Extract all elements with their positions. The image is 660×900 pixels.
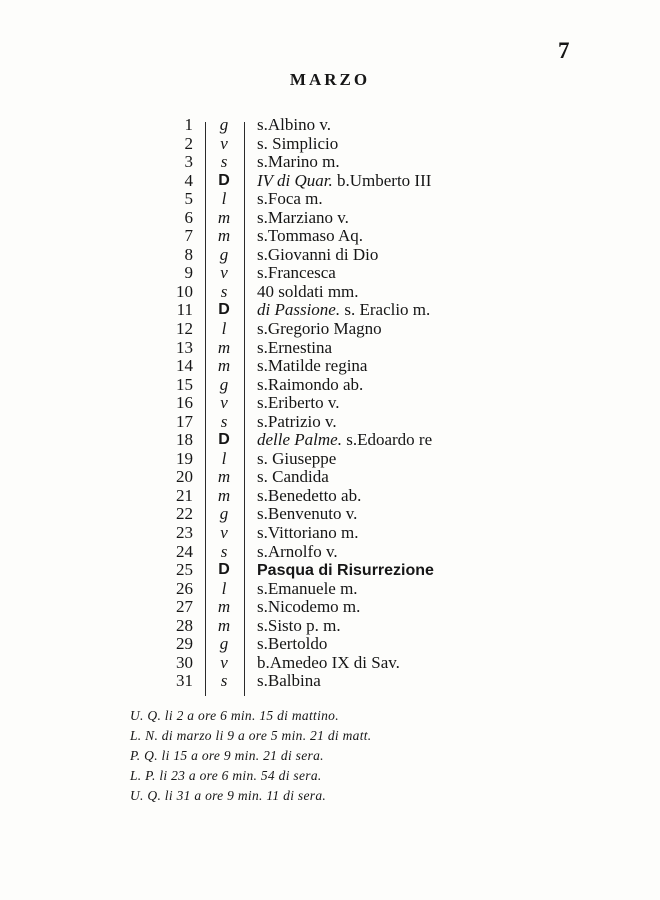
moon-phase-line: L. N. di marzo li 9 a ore 5 min. 21 di matt. <box>130 728 372 743</box>
page-number: 7 <box>558 38 570 63</box>
saint-text: s.Raimondo ab. <box>257 374 364 394</box>
weekday-letter: D <box>218 171 230 189</box>
day-number: 2 <box>184 133 193 153</box>
weekday-letter: D <box>218 301 230 319</box>
weekday-letter: m <box>217 615 231 635</box>
day-number: 19 <box>176 448 193 468</box>
weekday-letter: v <box>220 263 228 283</box>
day-number: 10 <box>176 281 193 301</box>
weekday-letter: s <box>220 281 228 301</box>
calendar-row <box>160 580 560 599</box>
saint-name <box>257 450 336 469</box>
saint-text: s.Marino m. <box>257 152 340 172</box>
moon-phase-line: L. P. li 23 a ore 6 min. 54 di sera. <box>130 768 322 783</box>
saint-text: b.Amedeo IX di Sav. <box>257 652 400 672</box>
calendar-row <box>160 301 560 320</box>
weekday-letter: v <box>220 652 228 672</box>
day-number: 18 <box>176 430 193 450</box>
calendar-row <box>160 450 560 469</box>
month-title: MARZO <box>289 70 371 89</box>
day-number: 23 <box>176 523 193 543</box>
moon-phases <box>130 706 600 806</box>
calendar-row <box>160 654 560 673</box>
saint-text: Pasqua di Risurrezione <box>257 562 434 580</box>
weekday-letter: v <box>220 393 228 413</box>
saint-name <box>257 635 327 654</box>
weekday-letter: s <box>220 671 228 691</box>
weekday-letter: m <box>217 356 231 376</box>
weekday-letter: g <box>219 634 229 654</box>
saint-text: s.Nicodemo m. <box>257 597 361 617</box>
day-number: 7 <box>184 226 193 246</box>
day-number: 25 <box>176 560 193 580</box>
calendar-row <box>160 487 560 506</box>
weekday-letter: D <box>218 561 230 579</box>
saint-name <box>257 654 400 673</box>
saint-text: s.Emanuele m. <box>257 578 358 598</box>
saint-text: s.Eriberto v. <box>257 393 340 413</box>
saint-name <box>257 172 431 191</box>
weekday-letter: l <box>221 319 227 339</box>
weekday-letter: s <box>220 411 228 431</box>
calendar-row <box>160 283 560 302</box>
calendar-table <box>160 116 560 691</box>
saint-text: delle Palme. <box>257 430 342 450</box>
day-number: 16 <box>176 393 193 413</box>
day-number: 1 <box>184 115 193 134</box>
saint-name <box>257 468 329 487</box>
saint-text: b.Umberto III <box>332 170 432 190</box>
day-number: 9 <box>184 263 193 283</box>
day-number: 30 <box>176 652 193 672</box>
weekday-letter: v <box>220 523 228 543</box>
calendar-row <box>160 339 560 358</box>
saint-text: s. Simplicio <box>257 133 339 153</box>
day-number: 15 <box>176 374 193 394</box>
weekday-letter: s <box>220 541 228 561</box>
day-number: 13 <box>176 337 193 357</box>
saint-text: s.Marziano v. <box>257 207 349 227</box>
weekday-letter: l <box>221 578 227 598</box>
calendar-row <box>160 413 560 432</box>
saint-name <box>257 598 360 617</box>
saint-name <box>257 376 363 395</box>
day-number: 3 <box>184 152 193 172</box>
day-number: 21 <box>176 485 193 505</box>
calendar-row <box>160 135 560 154</box>
saint-name <box>257 301 430 320</box>
weekday-letter: g <box>219 244 229 264</box>
moon-phase-line: U. Q. li 2 a ore 6 min. 15 di mattino. <box>130 708 339 723</box>
day-number: 11 <box>176 300 193 320</box>
day-number: 20 <box>176 467 193 487</box>
weekday-letter: m <box>217 226 231 246</box>
saint-text: s.Foca m. <box>257 189 323 209</box>
calendar-row <box>160 431 560 450</box>
saint-name <box>257 672 321 691</box>
saint-text: s.Benedetto ab. <box>257 485 362 505</box>
calendar-row <box>160 153 560 172</box>
saint-text: s.Arnolfo v. <box>257 541 338 561</box>
saint-text: s.Patrizio v. <box>257 411 337 431</box>
day-number: 8 <box>184 244 193 264</box>
saint-name <box>257 135 338 154</box>
saint-text: s.Ernestina <box>257 337 333 357</box>
day-number: 29 <box>176 634 193 654</box>
saint-name <box>257 431 432 450</box>
weekday-letter: m <box>217 467 231 487</box>
saint-text: s.Francesca <box>257 263 336 283</box>
calendar-row <box>160 672 560 691</box>
calendar-row <box>160 246 560 265</box>
calendar-row <box>160 394 560 413</box>
weekday-letter: g <box>219 374 229 394</box>
saint-name <box>257 487 361 506</box>
calendar-row <box>160 635 560 654</box>
saint-name <box>257 413 337 432</box>
saint-name <box>257 543 338 562</box>
moon-phase-line: U. Q. li 31 a ore 9 min. 11 di sera. <box>130 788 327 803</box>
saint-name <box>257 339 332 358</box>
day-number: 24 <box>176 541 193 561</box>
weekday-letter: m <box>217 485 231 505</box>
calendar-row <box>160 209 560 228</box>
calendar-row <box>160 617 560 636</box>
saint-name <box>257 246 378 265</box>
saint-name <box>257 264 336 283</box>
calendar-row <box>160 320 560 339</box>
weekday-letter: g <box>219 504 229 524</box>
weekday-letter: m <box>217 337 231 357</box>
saint-text: s.Balbina <box>257 671 321 691</box>
moon-phase-line: P. Q. li 15 a ore 9 min. 21 di sera. <box>130 748 324 763</box>
calendar-row <box>160 505 560 524</box>
saint-name <box>257 320 382 339</box>
weekday-letter: m <box>217 597 231 617</box>
day-number: 22 <box>176 504 193 524</box>
saint-text: s.Tommaso Aq. <box>257 226 364 246</box>
saint-text: s.Bertoldo <box>257 634 328 654</box>
saint-text: s. Giuseppe <box>257 448 337 468</box>
day-number: 6 <box>184 207 193 227</box>
calendar-row <box>160 357 560 376</box>
saint-text: s.Sisto p. m. <box>257 615 341 635</box>
saint-name <box>257 190 323 209</box>
day-number: 28 <box>176 615 193 635</box>
saint-name <box>257 524 358 543</box>
day-number: 4 <box>184 170 193 190</box>
weekday-letter: l <box>221 448 227 468</box>
saint-text: s. Candida <box>257 467 329 487</box>
calendar-row <box>160 524 560 543</box>
calendar-row <box>160 468 560 487</box>
calendar-row <box>160 190 560 209</box>
saint-name <box>257 617 341 636</box>
day-number: 5 <box>184 189 193 209</box>
day-number: 26 <box>176 578 193 598</box>
saint-text: s.Vittoriano m. <box>257 523 359 543</box>
saint-text: s.Edoardo re <box>341 430 433 450</box>
calendar-row <box>160 227 560 246</box>
day-number: 27 <box>176 597 193 617</box>
day-number: 31 <box>176 671 193 691</box>
calendar-row <box>160 376 560 395</box>
saint-name <box>257 116 331 135</box>
weekday-letter: D <box>218 431 230 449</box>
saint-name <box>257 283 359 302</box>
calendar-row <box>160 116 560 135</box>
saint-name <box>257 505 357 524</box>
saint-name <box>257 394 339 413</box>
saint-name <box>257 227 363 246</box>
weekday-letter: l <box>221 189 227 209</box>
calendar-row <box>160 598 560 617</box>
calendar-row <box>160 561 560 580</box>
day-number: 17 <box>176 411 193 431</box>
saint-text: s.Matilde regina <box>257 356 368 376</box>
saint-text: s.Gregorio Magno <box>257 319 382 339</box>
weekday-letter: m <box>217 207 231 227</box>
calendar-row <box>160 543 560 562</box>
weekday-letter: v <box>220 133 228 153</box>
saint-text: s.Benvenuto v. <box>257 504 358 524</box>
weekday-letter: g <box>219 115 229 134</box>
saint-name <box>257 357 367 376</box>
saint-text: s.Albino v. <box>257 115 331 134</box>
saint-text: s. Eraclio m. <box>340 300 431 320</box>
saint-text: 40 soldati mm. <box>257 281 359 301</box>
calendar-row <box>160 172 560 191</box>
saint-text: s.Giovanni di Dio <box>257 244 379 264</box>
saint-name <box>257 209 349 228</box>
saint-name <box>257 580 358 599</box>
saint-name <box>257 153 340 172</box>
day-number: 12 <box>176 319 193 339</box>
day-number: 14 <box>176 356 193 376</box>
saint-text: di Passione. <box>257 300 341 320</box>
weekday-letter: s <box>220 152 228 172</box>
saint-text: IV di Quar. <box>257 170 333 190</box>
calendar-row <box>160 264 560 283</box>
